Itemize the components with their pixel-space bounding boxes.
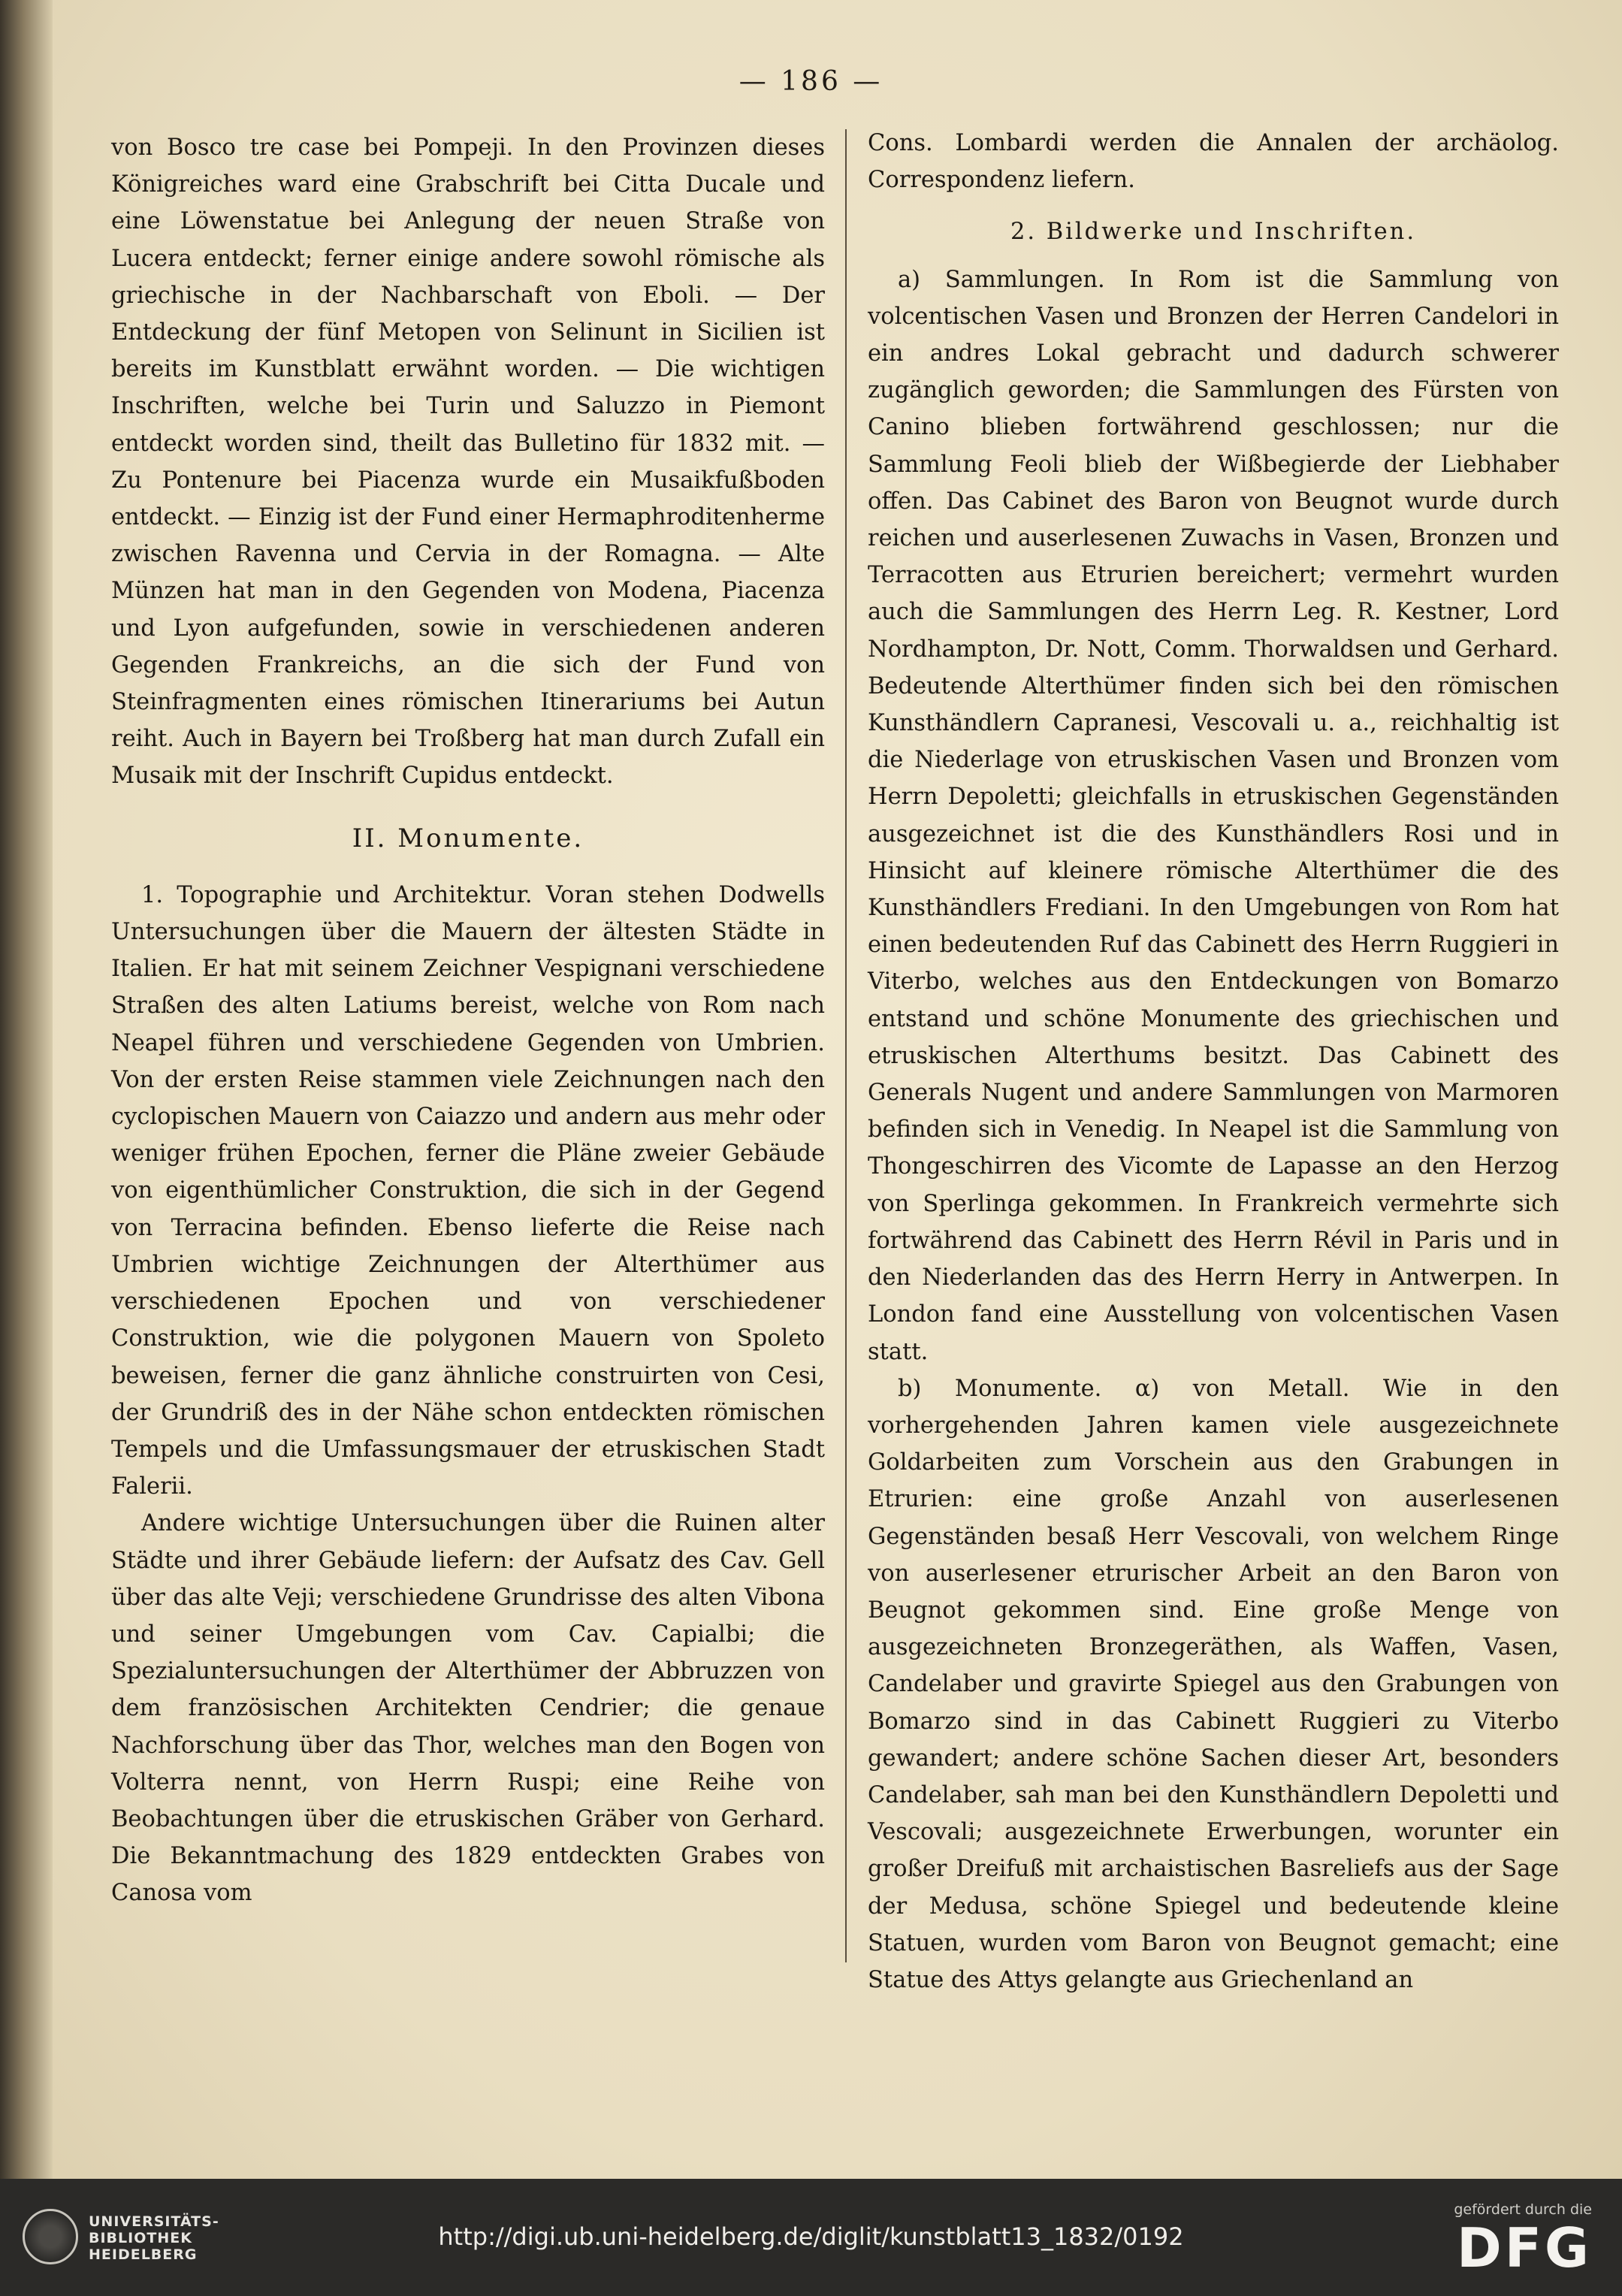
left-column <box>111 129 825 1912</box>
paragraph: von Bosco tre case bei Pompeji. In den Provinzen dieses Königreiches ward eine Grabschrift bei Citta Ducale und eine Löwenstatue bei Anlegung der neuen Straße von Lucera entdeckt; ferner einige andere sowohl römische als griechische in der Nachbarschaft von Eboli. — Der Entdeckung der fünf Metopen von Selinunt in Sicilien ist bereits im Kunstblatt erwähnt worden. — Die wichtigen Inschriften, welche bei Turin und Saluzzo in Piemont entdeckt worden sind, theilt das Bulletino für 1832 mit. — Zu Pontenure bei Piacenza wurde ein Musaikfußboden entdeckt. — Einzig ist der Fund einer Hermaphroditenherme zwischen Ravenna und Cervia in der Romagna. — Alte Münzen hat man in den Gegenden von Modena, Piacenza und Lyon aufgefunden, sowie in verschiedenen anderen Gegenden Frankreichs, an die sich der Fund von Steinfragmenten eines römischen Itinerariums bei Autun reiht. Auch in Bayern bei Troßberg hat man durch Zufall ein Musaik mit der Inschrift Cupidus entdeckt. <box>111 134 825 790</box>
library-name-line: HEIDELBERG <box>89 2246 198 2263</box>
dfg-logo: DFG <box>1456 2216 1592 2279</box>
paragraph: Cons. Lombardi werden die Annalen der archäolog. Correspondenz liefern. <box>868 130 1559 194</box>
page-number: — 186 — <box>739 66 883 97</box>
library-name-line: BIBLIOTHEK <box>89 2230 192 2246</box>
paragraph: a) Sammlungen. In Rom ist die Sammlung von volcentischen Vasen und Bronzen der Herren Candelori in ein andres Lokal gebracht und dadurch schwerer zugänglich geworden; die Sammlungen des Fürsten von Canino blieben fortwährend geschlossen; nur die Sammlung Feoli blieb der Wißbegierde der Liebhaber offen. Das Cabinet des Baron von Beugnot wurde durch reichen und auserlesenen Zuwachs in Vasen, Bronzen und Terracotten aus Etrurien bereichert; vermehrt wurden auch die Sammlungen des Herrn Leg. R. Kestner, Lord Nordhampton, Dr. Nott, Comm. Thorwaldsen und Gerhard. Bedeutende Alterthümer finden sich bei den römischen Kunsthändlern Capranesi, Vescovali u. a., reichhaltig ist die Niederlage von etruskischen Vasen und Bronzen vom Herrn Depoletti; gleichfalls in etruskischen Gegenständen ausgezeichnet ist die des Kunsthändlers Rosi und in Hinsicht auf kleinere römische Alterthümer die des Kunsthändlers Frediani. In den Umgebungen von Rom hat einen bedeutenden Ruf das Cabinett des Herrn Ruggieri in Viterbo, welches aus den Entdeckungen von Bomarzo entstand und schöne Monumente des griechischen und etruskischen Alterthums besitzt. Das Cabinett des Generals Nugent und andere Sammlungen von Marmoren befinden sich in Venedig. In Neapel ist die Sammlung von Thongeschirren des Vicomte de Lapasse an den Herzog von Sperlinga gekommen. In Frankreich vermehrte sich fortwährend das Cabinett des Herrn Révil in Paris und in den Niederlanden das des Herrn Herry in Antwerpen. In London fand eine Ausstellung von volcentischen Vasen statt. <box>868 266 1559 1365</box>
subsection-heading: 2. Bildwerke und Inschriften. <box>1010 219 1417 246</box>
paragraph: Andere wichtige Untersuchungen über die Ruinen alter Städte und ihrer Gebäude liefern: der Aufsatz des Cav. Gell über das alte Veji; verschiedene Grundrisse des alten Vibona und seiner Umgebungen vom Cav. Capialbi; die Spezialuntersuchungen der Alterthümer der Abbruzzen von dem französischen Architekten Cendrier; die genaue Nachforschung über das Thor, welches man den Bogen von Volterra nennt, von Herrn Ruspi; eine Reihe von Beobachtungen über die etruskischen Gräber von Gerhard. Die Bekanntmachung des 1829 entdeckten Grabes von Canosa vom <box>111 1510 825 1907</box>
library-name-line: UNIVERSITÄTS- <box>89 2213 219 2230</box>
paragraph: 1. Topographie und Architektur. Voran stehen Dodwells Untersuchungen über die Mauern der ältesten Städte in Italien. Er hat mit seinem Zeichner Vespignani verschiedene Straßen des alten Latiums bereist, welche von Rom nach Neapel führen und verschiedene Gegenden von Umbrien. Von der ersten Reise stammen viele Zeichnungen nach den cyclopischen Mauern von Caiazzo und andern aus mehr oder weniger frühen Epochen, ferner die Pläne zweier Gebäude von eigenthümlicher Construktion, die sich in der Gegend von Terracina befinden. Ebenso lieferte die Reise nach Umbrien wichtige Zeichnungen der Alterthümer aus verschiedenen Epochen und von verschiedener Construktion, wie die polygonen Mauern von Spoleto beweisen, ferner die ganz ähnliche construirten von Cesi, der Grundriß des in der Nähe schon entdeckten römischen Tempels und die Umfassungsmauer der etruskischen Stadt Falerii. <box>111 881 825 1500</box>
funding-credit[interactable] <box>1367 2201 1592 2278</box>
permalink-url[interactable]: http://digi.ub.uni-heidelberg.de/diglit/kunstblatt13_1832/0192 <box>438 2222 1184 2251</box>
section-heading: II. Monumente. <box>352 823 584 853</box>
book-spine-shadow <box>0 0 53 2179</box>
column-divider <box>845 129 847 1962</box>
paragraph: b) Monumente. α) von Metall. Wie in den vorhergehenden Jahren kamen viele ausgezeichnete Goldarbeiten zum Vorschein aus den Grabungen in Etrurien: eine große Anzahl von auserlesenen Gegenständen besaß Herr Vescovali, von welchem Ringe von auserlesener etrurischer Arbeit an den Baron von Beugnot gekommen sind. Eine große Menge von ausgezeichneten Bronzegeräthen, als Waffen, Vasen, Candelaber und gravirte Spiegel aus den Grabungen von Bomarzo sind in das Cabinett Ruggieri zu Viterbo gewandert; andere schöne Sachen dieser Art, besonders Candelaber, sah man bei den Kunsthändlern Depoletti und Vescovali; ausgezeichnete Erwerbungen, worunter ein großer Dreifuß mit archaistischen Basreliefs aus der Sage der Medusa, schöne Spiegel und bedeutende kleine Statuen, wurden vom Baron von Beugnot gemacht; eine Statue des Attys gelangte aus Griechenland an <box>868 1375 1559 1993</box>
funded-label: gefördert durch die <box>1454 2201 1592 2218</box>
right-column <box>868 125 1559 1998</box>
viewer-footer <box>0 2179 1622 2296</box>
